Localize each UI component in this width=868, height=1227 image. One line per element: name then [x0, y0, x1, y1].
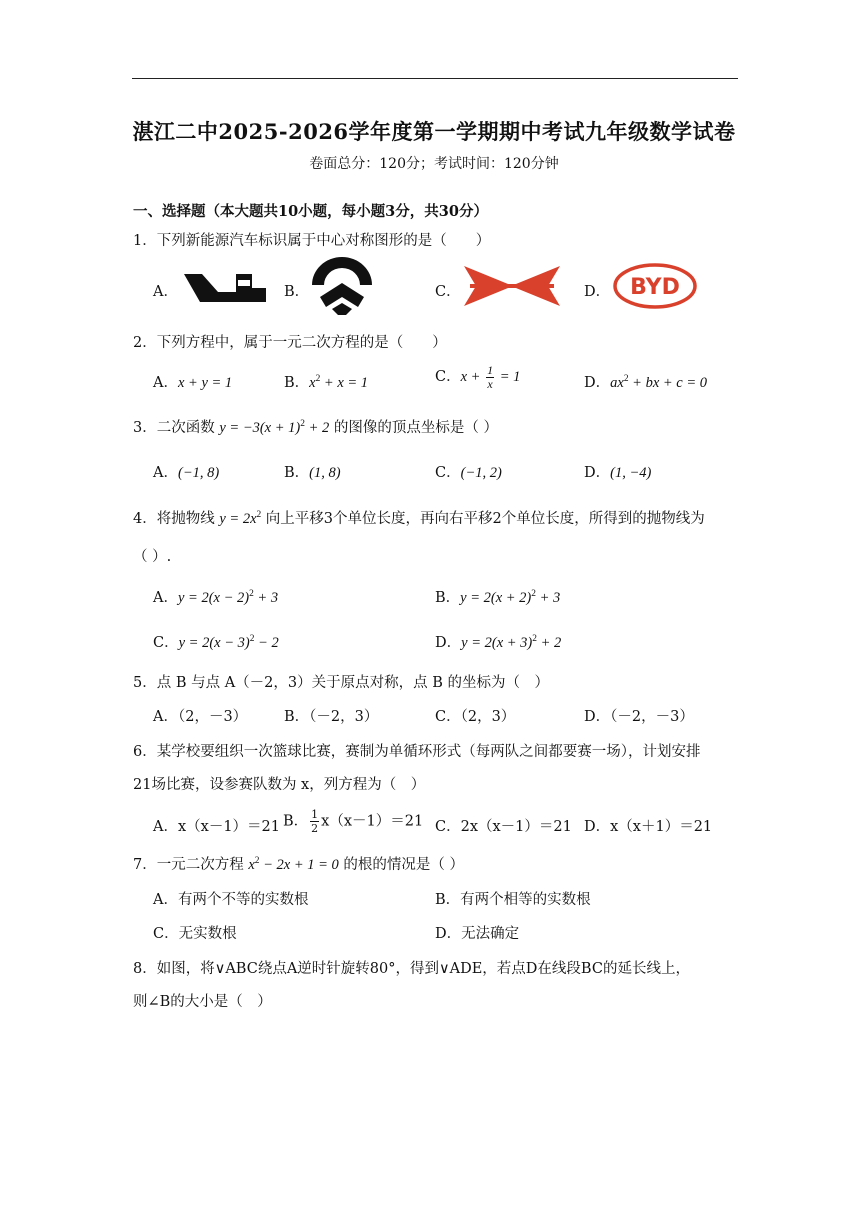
q7-option-b: B．有两个相等的实数根: [435, 892, 591, 908]
q2-c-pre: x +: [460, 368, 485, 385]
q3-stem-exp: 2: [300, 419, 305, 430]
q3-a-value: (−1, 8): [177, 465, 220, 481]
q4-c-pre: y = 2(x − 3): [178, 635, 250, 651]
q1-label-b: B．: [284, 284, 310, 300]
question-2-stem: 2．下列方程中，属于一元二次方程的是（ ）: [133, 335, 447, 351]
q5-option-b: B．（－2，3）: [284, 709, 379, 725]
q6-b-num: 1: [311, 808, 319, 821]
q6-label-b: B．: [283, 813, 309, 830]
q7-option-a: A．有两个不等的实数根: [153, 892, 309, 908]
xpeng-logo: [462, 264, 562, 308]
q4-label-d: D．: [435, 635, 462, 651]
q4-b-pre: y = 2(x + 2): [460, 590, 532, 606]
q4-stem-math: y = 2x: [219, 511, 257, 527]
q6-option-d: D．x（x＋1）＝21: [584, 819, 713, 835]
q4-label-a: A．: [153, 590, 178, 606]
q4-a-post: + 3: [253, 590, 279, 606]
q4-option-a: [153, 586, 278, 607]
q4-label-c: C．: [153, 635, 179, 651]
q2-b-exp: 2: [315, 374, 321, 385]
q3-c-value: (−1, 2): [460, 465, 502, 481]
q5-option-c: C．（2，3）: [435, 709, 516, 725]
q2-option-a: [153, 371, 232, 392]
q3-label-b: B．: [284, 465, 310, 481]
q4-d-pre: y = 2(x + 3): [461, 635, 533, 651]
question-6-stem-line1: 6．某学校要组织一次篮球比赛，赛制为单循环形式（每两队之间都要赛一场），计划安排: [133, 744, 701, 760]
q4-option-b: [435, 586, 560, 607]
q6-b-den: 2: [311, 822, 319, 835]
q2-label-c: C．: [435, 368, 461, 385]
q3-label-c: C．: [435, 465, 461, 481]
q2-option-b: [284, 371, 368, 392]
q3-option-b: [284, 461, 341, 482]
q1-label-d: D．: [584, 284, 611, 300]
q2-option-c: [435, 364, 520, 391]
q2-c-fraction: [486, 364, 494, 391]
q2-d-rest: + bx + c = 0: [628, 375, 708, 391]
q6-option-b: [283, 808, 423, 835]
q4-a-exp: 2: [249, 589, 254, 600]
li-auto-logo: [182, 270, 268, 306]
q4-stem-exp: 2: [256, 510, 262, 521]
q7-stem-post: 的根的情况是（ ）: [338, 857, 464, 873]
q3-option-a: [153, 461, 219, 482]
q2-c-den: x: [487, 377, 493, 391]
svg-text:BYD: BYD: [630, 275, 680, 300]
q5-option-d: D．（－2，－3）: [584, 709, 694, 725]
q3-label-d: D．: [584, 465, 611, 481]
q3-b-value: (1, 8): [309, 465, 341, 481]
q3-option-d: [584, 461, 651, 482]
q4-c-post: − 2: [254, 635, 279, 651]
q5-option-a: A．（2，－3）: [153, 709, 248, 725]
header-rule: [132, 78, 738, 79]
q3-stem-pre: 3．二次函数: [133, 420, 220, 436]
q4-d-exp: 2: [532, 634, 537, 645]
byd-logo: [612, 262, 698, 310]
q3-stem-math2: + 2: [304, 420, 330, 436]
question-7-stem: [133, 853, 464, 874]
q4-d-post: + 2: [536, 635, 562, 651]
question-8-stem-line2: 则∠B的大小是（ ）: [133, 994, 272, 1010]
q4-label-b: B．: [435, 590, 461, 606]
q2-c-post: = 1: [496, 368, 521, 385]
exam-title: 湛江二中2025-2026学年度第一学期期中考试九年级数学试卷: [132, 119, 736, 144]
q6-option-a: A．x（x－1）＝21: [153, 819, 281, 835]
q3-stem-math: y = −3(x + 1): [219, 420, 301, 436]
q7-stem-math: x: [248, 857, 255, 873]
question-4-stem: [133, 507, 705, 528]
q4-b-exp: 2: [531, 589, 536, 600]
q6-b-post: x（x－1）＝21: [321, 813, 424, 830]
q6-option-c: C．2x（x－1）＝21: [435, 819, 572, 835]
q4-b-post: + 3: [535, 590, 561, 606]
question-5-stem: 5．点 B 与点 A（－2，3）关于原点对称，点 B 的坐标为（ ）: [133, 675, 550, 691]
q2-b-rest: + x = 1: [320, 375, 369, 391]
q4-option-c: [153, 631, 279, 652]
q2-label-a: A．: [153, 375, 178, 391]
q7-stem-math2: − 2x + 1 = 0: [259, 857, 339, 873]
q4-a-pre: y = 2(x − 2): [177, 590, 250, 606]
q2-label-d: D．: [584, 375, 611, 391]
q3-label-a: A．: [153, 465, 178, 481]
question-1-stem: 1．下列新能源汽车标识属于中心对称图形的是（ ）: [133, 233, 491, 249]
q2-label-b: B．: [284, 375, 310, 391]
question-6-stem-line2: 21场比赛，设参赛队数为 x，列方程为（ ）: [133, 777, 426, 793]
q3-option-c: [435, 461, 502, 482]
q2-c-num: 1: [487, 363, 494, 377]
question-8-stem-line1: 8．如图，将∨ABC绕点A逆时针旋转80°，得到∨ADE，若点D在线段BC的延长线上，: [133, 961, 690, 977]
q3-d-value: (1, −4): [610, 465, 652, 481]
q6-b-fraction: [310, 808, 319, 835]
q7-stem-pre: 7．一元二次方程: [133, 857, 249, 873]
nio-logo: [306, 255, 378, 317]
exam-subtitle: 卷面总分：120分；考试时间：120分钟: [309, 156, 559, 172]
q4-c-exp: 2: [249, 634, 255, 645]
q2-b-base: x: [309, 375, 316, 391]
q7-stem-exp: 2: [254, 856, 260, 867]
q7-option-c: C．无实数根: [153, 926, 237, 942]
q7-option-d: D．无法确定: [435, 926, 520, 942]
q4-stem-post: 向上平移3个单位长度，再向右平移2个单位长度，所得到的抛物线为: [261, 511, 705, 527]
q2-d-base: ax: [610, 375, 624, 391]
q2-d-exp: 2: [623, 374, 629, 385]
q2-a-math: x + y = 1: [177, 375, 233, 391]
q4-option-d: [435, 631, 561, 652]
question-3-stem: [133, 416, 498, 437]
q3-stem-post: 的图像的顶点坐标是（ ）: [329, 420, 498, 436]
question-4-stem-line2: （ ）.: [133, 549, 172, 565]
q2-option-d: [584, 371, 707, 392]
q1-label-c: C．: [435, 284, 461, 300]
q4-stem-pre: 4．将抛物线: [133, 511, 220, 527]
section-heading: 一、选择题（本大题共10小题，每小题3分，共30分）: [133, 203, 488, 220]
q1-label-a: A．: [153, 284, 178, 300]
